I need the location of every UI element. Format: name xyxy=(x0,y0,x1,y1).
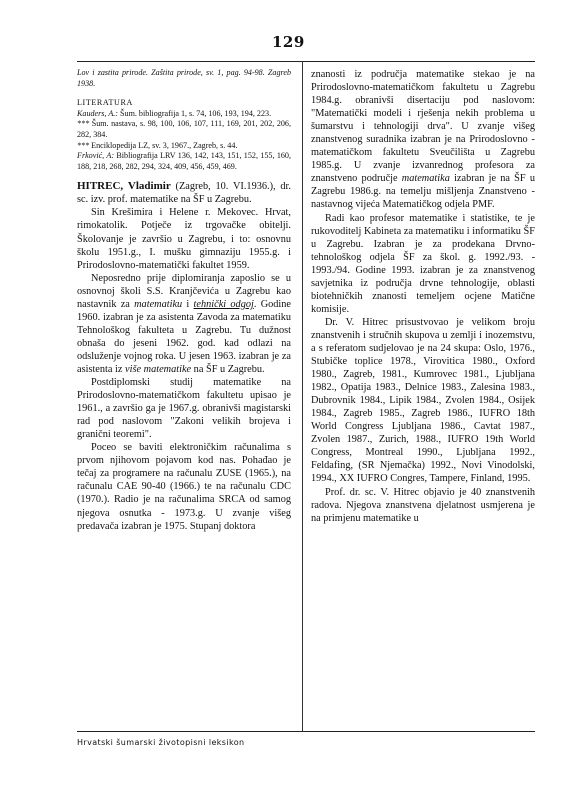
top-rule xyxy=(77,61,535,62)
reference-text: Šum. bibliografija 1, s. 74, 106, 193, 194, 223. xyxy=(118,108,272,118)
reference-item xyxy=(77,151,291,172)
paragraph-doctorate xyxy=(311,68,535,212)
entry-name: HITREC, Vladimir xyxy=(77,180,171,193)
reference-item xyxy=(77,119,291,140)
entry-body-left xyxy=(77,180,291,532)
reference-author: *** xyxy=(77,140,90,150)
reference-author: Frković, A: xyxy=(77,151,115,161)
paragraph-postgraduate: Postdiplomski studij matematike na Prirodoslovno-matematičkom fakultetu upisao je 1961., a završio ga je 1967.g. obranivši magistarski rad pod naslovom "Zakoni velikih brojeva i granični teoremi". xyxy=(77,377,291,441)
reference-text: Enciklopedija LZ, sv. 3, 1967., Zagreb, s. 44. xyxy=(89,140,238,150)
paragraph-computers: Poceo se baviti elektroničkim računalima s prvom njihovom pojavom kod nas. Pohađao je tečaj za programere na računalu ZUSE (1965.), na računalu CAE 90-40 (1966.) te na računalu CDC (1970.). Radio je na računalima SRCA od samog njegova osnutka - 1973.g. U zvanje višeg predavača izabran je 1975. Stupanj doktora xyxy=(77,442,291,532)
reference-item xyxy=(77,109,291,120)
paragraph-career xyxy=(77,272,291,376)
reference-item xyxy=(77,141,291,152)
text-run: na ŠF u Zagrebu. xyxy=(191,364,265,375)
literature-heading: LITERATURA xyxy=(77,98,133,108)
text-run: izabran je na ŠF u Zagrebu 1986.g. na temelju mišljenja Znanstveno - nastavnog vijeća Matematičkog odjela PMF. xyxy=(311,173,535,211)
paragraph-positions: Radi kao profesor matematike i statistike, te je rukovoditelj Kabineta za matematiku i informatiku ŠF u Zagrebu. Izabran je za prodekana Drvno-tehnološkog odjela ŠF za škol. g. 1992./93. - 1993./94. Godine 1993. izabran je za znanstvenog savjetnika iz područja drvne tehnologije, oblasti biotehničkih znanosti temeljem ocjene Matične komisije. xyxy=(311,212,535,315)
paragraph-publications: Prof. dr. sc. V. Hitrec objavio je 40 znanstvenih radova. Njegova znanstvena djelatnost usmjerena je na primjenu matematike u xyxy=(311,486,535,524)
left-column xyxy=(77,68,291,533)
text-run-italic: matematika xyxy=(401,173,450,185)
entry-headline xyxy=(77,180,291,206)
column-divider xyxy=(302,61,303,731)
reference-author: *** xyxy=(77,119,90,129)
intro-reference xyxy=(77,68,291,89)
text-run: . Godine 1960. izabran je za asistenta Zavoda za matematiku Tehnološkog fakulteta u Zagrebu. Tu dužnost obnaša do jeseni 1962. god. kad odlazi na odsluženje vojnog roka. U jesen 1963. izabran je za asistenta iz xyxy=(77,298,291,375)
bottom-rule xyxy=(77,731,535,732)
entry-body-right xyxy=(311,68,535,525)
literature-block xyxy=(77,68,291,172)
reference-text: Bibliografija LRV 136, 142, 143, 151, 152, 155, 160, 188, 218, 268, 282, 294, 324, 409, 456, 459, 469. xyxy=(77,151,291,171)
footer-title: Hrvatski šumarski životopisni leksikon xyxy=(77,738,245,747)
text-run-italic: više matematike xyxy=(125,364,192,375)
text-run: znanosti iz područja matematike stekao je na Prirodoslovno-matematičkom fakultetu u Zagrebu 1984.g. obranivši disertaciju pod naslovom: "Matematički modeli i rješenja nekih problema u šumarstvu i tehnologiji drva". U zvanje višeg znanstvenog suradnika izabran je na Prirodoslovno - matematičkom fakultetu Sveučilišta u Zagrebu 1985.g. U zvanje izvanrednog profesora za znanstveno područje xyxy=(311,69,535,185)
intro-reference-text: Lov i zastita prirode. Zaštita prirode, sv. 1, pag. 94-98. Zagreb 1938. xyxy=(77,68,291,88)
right-column xyxy=(311,68,535,525)
reference-text: Šum. nastava, s. 98, 100, 106, 107, 111, 169, 201, 202, 206, 282, 384. xyxy=(77,119,291,139)
reference-author: Kauders, A.: xyxy=(77,108,118,118)
text-run: Neposredno prije diplomiranja zaposlio se u osnovnoj školi S.S. Kranjčevića u Zagrebu kao nastavnik za xyxy=(77,272,291,310)
text-run-italic: matematiku xyxy=(134,298,183,310)
paragraph-origin: Sin Krešimira i Helene r. Mekovec. Hrvat, rimokatolik. Potječe iz trgovačke obitelji. Školovanje je završio u Zagrebu, i to: osnovnu školu 1951.g., I. mušku gimnaziju 1955.g. i Prirodoslovno-matematički fakultet 1959. xyxy=(77,207,291,271)
paragraph-conferences: Dr. V. Hitrec prisustvovao je velikom broju znanstvenih i stručnih skupova u zemlji i inozemstvu, a s referatom sudjelovao je na 24 skupa: Oslo, 1976., Stubičke toplice 1978., Virovitica 1980., Oxford 1980., Zagreb, 1981., Kumrovec 1981., Ljubljana 1982., Opatija 1983., Delnice 1983., Zalesina 1983., Dubrovnik 1984., Lipik 1984., Zvolen 1984., Osijek 1984., Zagreb 1985., Zagreb 1986., IUFRO 18th World Congress Ljubljana 1986., Cavtat 1987., Zvolen 1987., Zurich, 1988., IUFRO 19th World Congress, Montreal 1990., Ljubljana 1992., Feldafing, (SR Njemačka) 1992., Novi Vinodolski, 1994., XX IUFRO Congres, Tampere, Finland, 1995. xyxy=(311,316,535,485)
page-number: 129 xyxy=(272,33,305,51)
entry-headline-rest: (Zagreb, 10. VI.1936.), dr. sc. izv. prof. matematike na ŠF u Zagrebu. xyxy=(77,181,291,206)
text-run-italic: tehnički odgoj xyxy=(193,298,254,310)
text-run: i xyxy=(182,298,194,310)
